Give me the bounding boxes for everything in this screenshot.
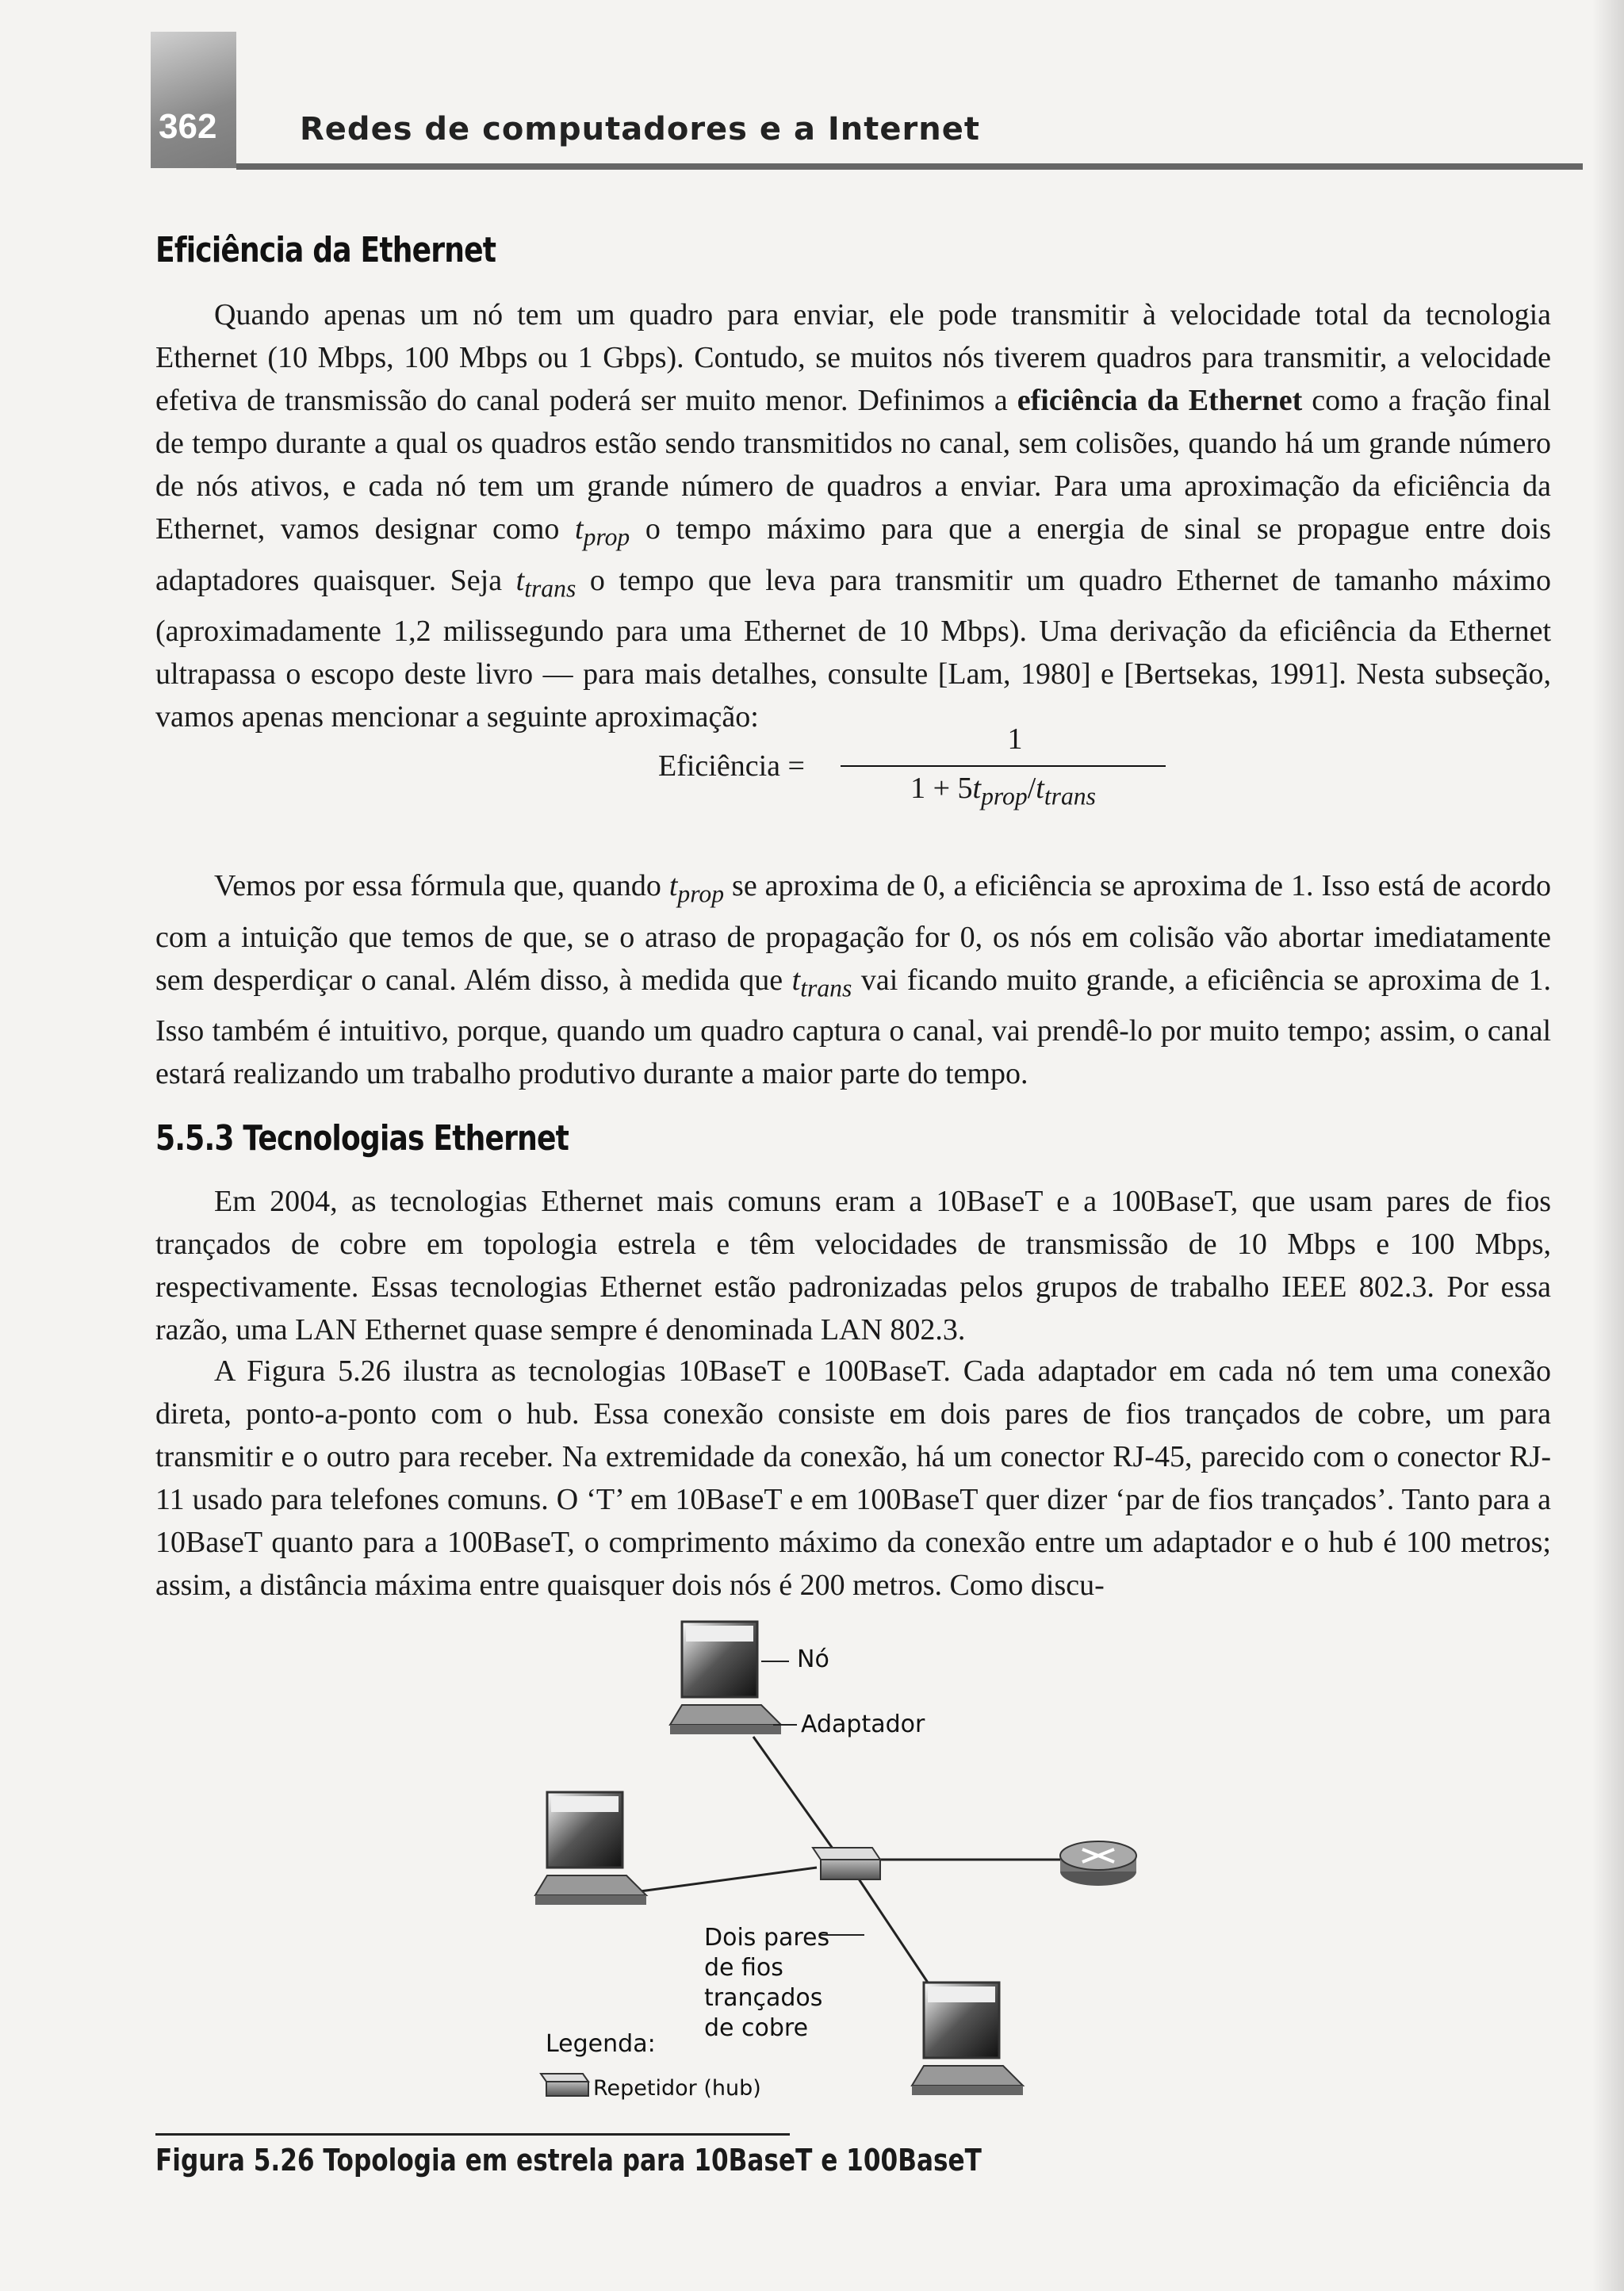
page-header — [0, 0, 1624, 170]
router-icon — [1060, 1841, 1136, 1886]
figure-caption: Figura 5.26 Topologia em estrela para 10BaseT e 100BaseT — [155, 2143, 982, 2178]
paragraph-formula-discussion: Vemos por essa fórmula que, quando $t_{prop}$ se aproxima de 0, a eficiência se aproxima de 1. Isso está de acordo com a intuição que temos de que, se o atraso de propagação for 0, os nós em colisão vão abortar imediatamente sem desperdiçar o canal. Além disso, à medida que $t_{trans}$ vai ficando muito grande, a eficiência se aproxima de 1. Isso também é intuitivo, porque, quando um quadro captura o canal, vai prendê-lo por muito tempo; assim, o canal estará realizando um trabalho produtivo durante a maior parte do tempo. — [155, 869, 1552, 1091]
legend-hub-icon — [541, 2074, 588, 2096]
paragraph-figure-description: A Figura 5.26 ilustra as tecnologias 10BaseT e 100BaseT. Cada adaptador em cada nó tem uma conexão direta, ponto-a-ponto com o hub. Essa conexão consiste em dois pares de fios trançados de cobre, um para transmitir e o outro para receber. Na extremidade da conexão, há um conector RJ-45, parecido com o conector RJ-11 usado para telefones comuns. O ‘T’ em 10BaseT e em 100BaseT quer dizer ‘par de fios trançados’. Tanto para a 10BaseT quanto para a 100BaseT, o comprimento máximo da conexão entre um adaptador e o hub é 100 metros; assim, a distância máxima entre quaisquer dois nós é 200 metros. Como discu- — [155, 1354, 1551, 1602]
symbol-t-prop: $t_{prop}$ — [668, 869, 725, 908]
page-number-block — [151, 32, 236, 168]
computer-bottom-icon — [912, 1983, 1023, 2095]
cable-top — [753, 1737, 841, 1860]
label-node: Nó — [797, 1645, 829, 1673]
section-heading-efficiency: Eficiência da Ethernet — [155, 230, 496, 270]
caption-rule — [155, 2133, 790, 2136]
label-twisted-pairs: Dois pares de fios trançados de cobre — [704, 1924, 830, 2042]
efficiency-formula — [658, 722, 1096, 833]
formula-denominator: $1 + 5t_{prop}/t_{trans}$ — [910, 772, 1096, 810]
legend-title: Legenda: — [546, 2030, 656, 2058]
paragraph-technologies-2004: Em 2004, as tecnologias Ethernet mais comuns eram a 10BaseT e a 100BaseT, que usam pares de fios trançados de cobre em topologia estrela e têm velocidades de transmissão de 10 Mbps e 100 Mbps, respectivamente. Essas tecnologias Ethernet estão padronizadas pelos grupos de trabalho IEEE 802.3. Por essa razão, uma LAN Ethernet quase sempre é denominada LAN 802.3. — [155, 1185, 1551, 1347]
label-adapter: Adaptador — [801, 1711, 925, 1738]
page-number: 362 — [159, 107, 217, 146]
figure-5-26 — [0, 1586, 1624, 2284]
formula-lhs: Eficiência = — [658, 749, 805, 783]
term-ethernet-efficiency: eficiência da Ethernet — [1017, 384, 1303, 417]
legend-item-hub: Repetidor (hub) — [593, 2076, 761, 2101]
running-title: Redes de computadores e a Internet — [300, 111, 980, 147]
paragraph-efficiency: Quando apenas um nó tem um quadro para enviar, ele pode transmitir à velocidade total da tecnologia Ethernet (10 Mbps, 100 Mbps ou 1 Gbps). Contudo, se muitos nós tiverem quadros para transmitir, a velocidade efetiva de transmissão do canal poderá ser muito menor. Definimos a eficiência da Ethernet como a fração final de tempo durante a qual os quadros estão sendo transmitidos no canal, sem colisões, quando há um grande número de nós ativos, e cada nó tem um grande número de quadros a enviar. Para uma aproximação da eficiência da Ethernet, vamos designar como $t_{prop}$ o tempo máximo para que a energia de sinal se propague entre dois adaptadores quaisquer. Seja $t_{trans}$ o tempo que leva para transmitir um quadro Ethernet de tamanho máximo (aproximadamente 1,2 milissegundo para uma Ethernet de 10 Mbps). Uma derivação da eficiência da Ethernet ultrapassa o escopo deste livro — para mais detalhes, consulte [Lam, 1980] e [Bertsekas, 1991]. Nesta subseção, vamos apenas mencionar a seguinte aproximação: — [155, 298, 1551, 734]
symbol-t-trans: $t_{trans}$ — [791, 963, 852, 1002]
formula-fraction-bar — [841, 765, 1166, 767]
symbol-t-trans: $t_{trans}$ — [515, 563, 576, 603]
formula-numerator: 1 — [1007, 722, 1023, 756]
computer-left-icon — [535, 1792, 646, 1905]
section-heading-technologies: 5.5.3 Tecnologias Ethernet — [155, 1118, 569, 1159]
computer-top-icon — [670, 1622, 781, 1734]
header-rule — [236, 163, 1583, 170]
symbol-t-prop: $t_{prop}$ — [575, 512, 630, 551]
hub-icon — [813, 1848, 880, 1879]
